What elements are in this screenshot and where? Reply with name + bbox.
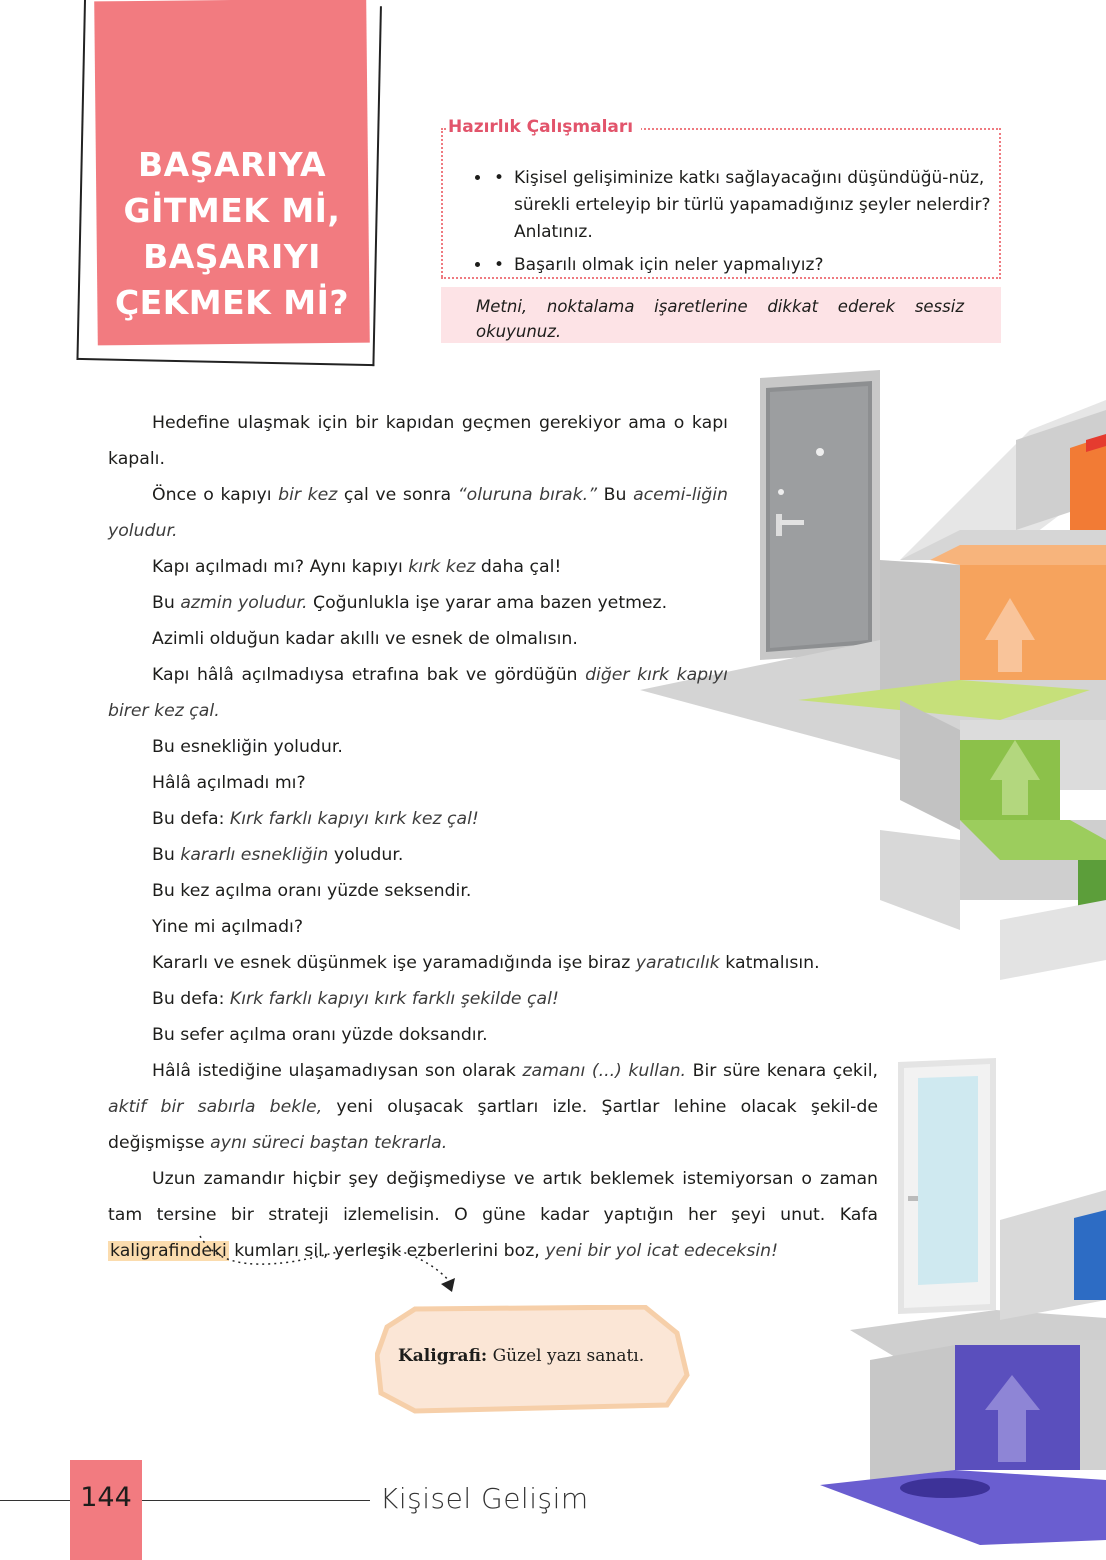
section-title: Kişisel Gelişim	[380, 1482, 589, 1515]
paragraph: Bu kararlı esnekliğin yoludur.	[152, 845, 404, 865]
title-line: ÇEKMEK Mİ?	[114, 283, 350, 322]
paragraph: Kararlı ve esnek düşünmek işe yaramadığında işe biraz yaratıcılık katmalısın.	[152, 953, 820, 973]
paragraph: Hâlâ istediğine ulaşamadıysan son olarak zamanı (...) kullan. Bir süre kenara çekil, aktif bir sabırla bekle, yeni oluşacak şartları izle. Şartlar lehine olacak şekil-de değişmişse aynı süreci baştan tekrarla.	[108, 1061, 879, 1153]
glossary-text: Kaligrafi: Güzel yazı sanatı.	[398, 1346, 645, 1366]
paragraph: Bu defa: Kırk farklı kapıyı kırk farklı şekilde çal!	[152, 989, 559, 1009]
prep-heading: Hazırlık Çalışmaları	[448, 117, 641, 137]
prep-item: • • Kişisel gelişiminize katkı sağlayacağını düşündüğü-nüz, sürekli erteleyip bir türlü yapamadığınız şeyler nelerdir? Anlatınız.	[492, 165, 1022, 246]
prep-item: • • Başarılı olmak için neler yapmalıyız?	[492, 252, 1022, 279]
paragraph: Önce o kapıyı bir kez çal ve sonra “oluruna bırak.” Bu acemi-liğin yoludur.	[108, 485, 729, 541]
title-line: BAŞARIYI	[143, 237, 321, 276]
title-line: GİTMEK Mİ,	[123, 191, 341, 230]
footer-rule	[0, 1500, 70, 1501]
instruction-text: Metni, noktalama işaretlerine dikkat ederek sessiz okuyunuz.	[476, 297, 964, 341]
footer-rule	[142, 1500, 370, 1501]
paragraph: Hâlâ açılmadı mı?	[152, 773, 306, 793]
paragraph: Bu defa: Kırk farklı kapıyı kırk kez çal!	[152, 809, 479, 829]
paragraph: Bu sefer açılma oranı yüzde doksandır.	[152, 1025, 488, 1045]
title-line: BAŞARIYA	[138, 145, 326, 184]
page-number: 144	[80, 1482, 132, 1513]
highlighted-term: kaligrafindeki	[110, 1241, 227, 1261]
paragraph: Kapı açılmadı mı? Aynı kapıyı kırk kez daha çal!	[152, 557, 562, 577]
paragraph: Bu azmin yoludur. Çoğunlukla işe yarar ama bazen yetmez.	[152, 593, 668, 613]
paragraph: Yine mi açılmadı?	[152, 917, 304, 937]
paragraph: Bu kez açılma oranı yüzde seksendir.	[152, 881, 472, 901]
paragraph: Kapı hâlâ açılmadıysa etrafına bak ve gördüğün diğer kırk kapıyı birer kez çal.	[108, 665, 728, 721]
paragraph: Bu esnekliğin yoludur.	[152, 737, 343, 757]
paragraph: Hedefine ulaşmak için bir kapıdan geçmen gerekiyor ama o kapı kapalı.	[108, 413, 728, 469]
paragraph: Azimli olduğun kadar akıllı ve esnek de olmalısın.	[152, 629, 578, 649]
paragraph: Uzun zamandır hiçbir şey değişmediyse ve artık beklemek istemiyorsan o zaman tam tersine bir strateji izlemelisin. O güne kadar yaptığın her şeyi unut. Kafa kaligrafindeki kumları sil, yerleşik ezberlerini boz, yeni bir yol icat edeceksin!	[108, 1169, 878, 1261]
